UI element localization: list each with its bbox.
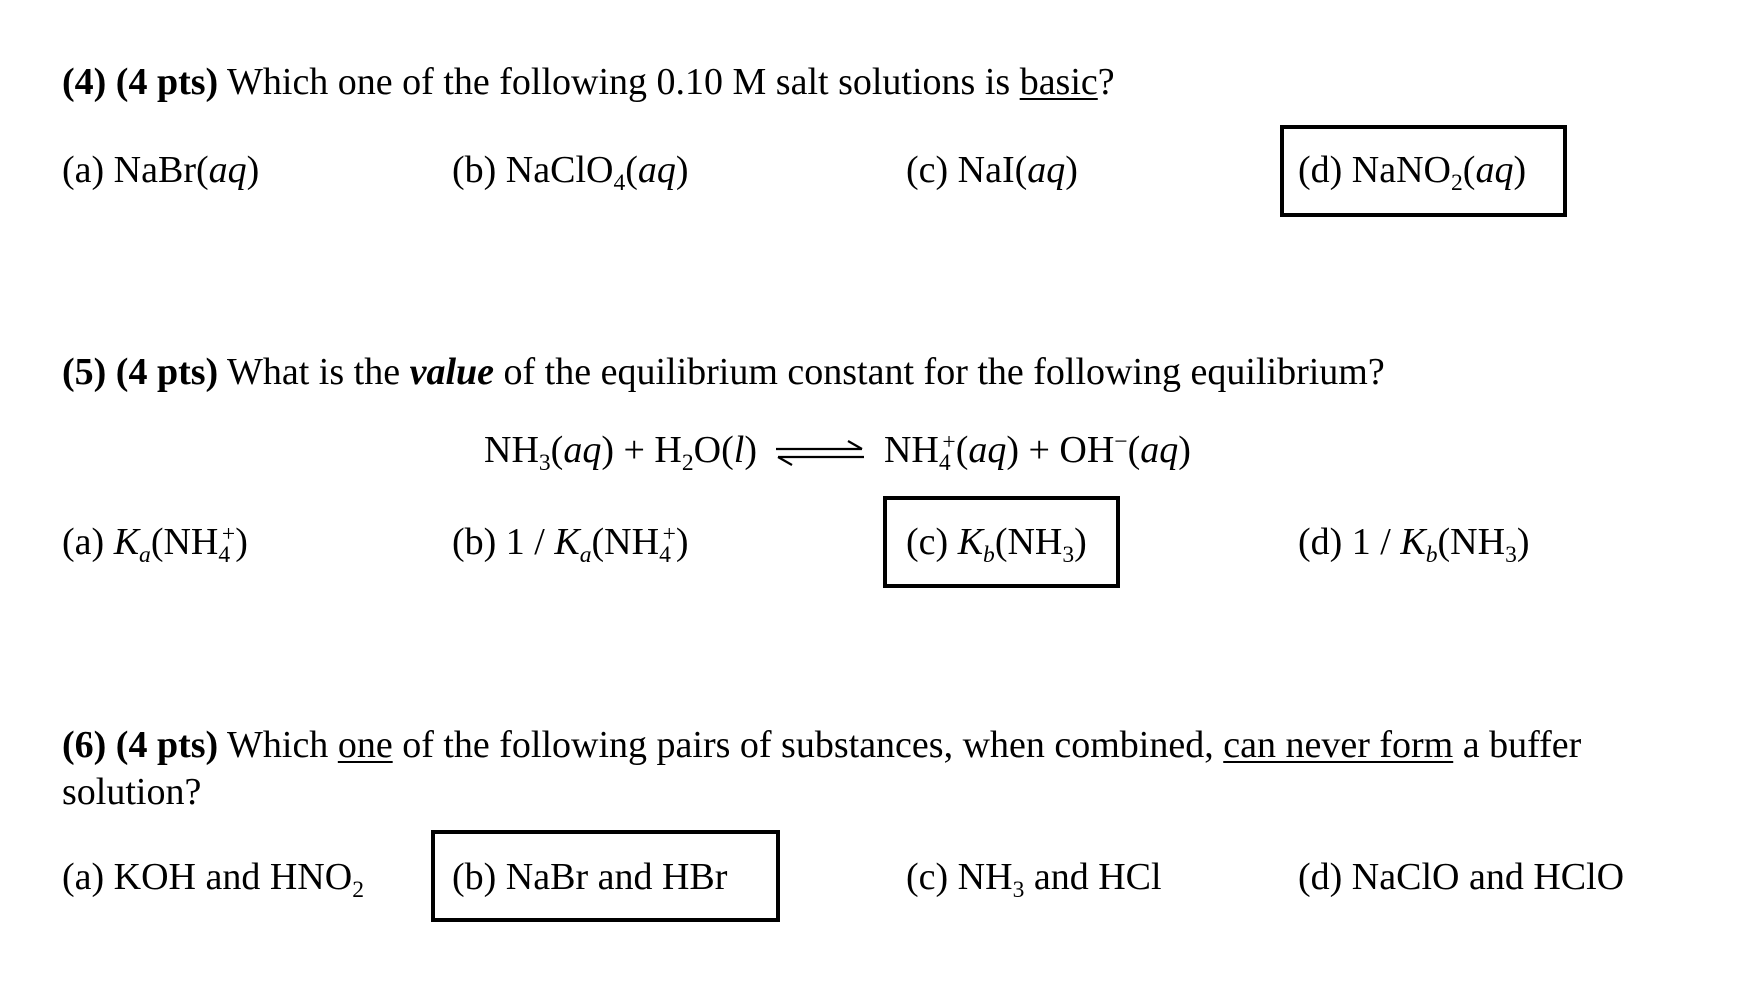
question-4-label: (4) (4 pts) — [62, 61, 219, 103]
question-4-text-end: ? — [1097, 61, 1115, 103]
question-6-label: (6) (4 pts) — [62, 724, 219, 766]
equilibrium-arrow-icon — [772, 438, 868, 468]
question-6-underlined-phrase: can never form — [1223, 724, 1454, 766]
question-5-emphasis: value — [409, 351, 495, 393]
q6-option-d: (d) NaClO and HClO — [1298, 856, 1625, 898]
question-4 — [62, 60, 1115, 104]
q4-option-a: (a) NaBr(aq) — [62, 149, 260, 191]
equilibrium-equation: $NH_3(aq) + H_2O(l) NH_4^+(aq) + OH^-(aq)$ — [484, 429, 1191, 476]
q4-option-d: (d) NaNO$_2$(aq) — [1298, 149, 1527, 196]
question-6-underlined-one: one — [337, 724, 393, 766]
q6-option-b: (b) NaBr and HBr — [452, 856, 728, 898]
q4-option-b: (b) NaClO$_4$(aq) — [452, 149, 689, 196]
question-6: (6) (4 pts) Which one of the following pairs of substances, when combined, can never form a buffer — [62, 724, 1582, 766]
question-4-text: Which one of the following 0.10 M salt solutions is — [218, 61, 1020, 103]
q5-option-d: (d) $1 / K_b(NH_3)$ — [1298, 521, 1530, 568]
q5-option-a: (a) $K_a(NH_4^+)$ — [62, 521, 248, 568]
q6-option-c: (c) $NH_3$ and HCl — [906, 856, 1162, 903]
q6-option-a: (a) KOH and $HNO_2$ — [62, 856, 364, 903]
question-5: (5) (4 pts) What is the value of the equilibrium constant for the following equilibrium? — [62, 351, 1385, 393]
q5-option-c: (c) $K_b(NH_3)$ — [906, 521, 1087, 568]
question-6-line-2: solution? — [62, 771, 202, 813]
q4-option-c: (c) NaI(aq) — [906, 149, 1078, 191]
q5-option-b: (b) $1 / K_a(NH_4^+)$ — [452, 521, 689, 568]
question-5-label: (5) (4 pts) — [62, 351, 219, 393]
question-4-underlined-word: basic — [1019, 61, 1098, 103]
